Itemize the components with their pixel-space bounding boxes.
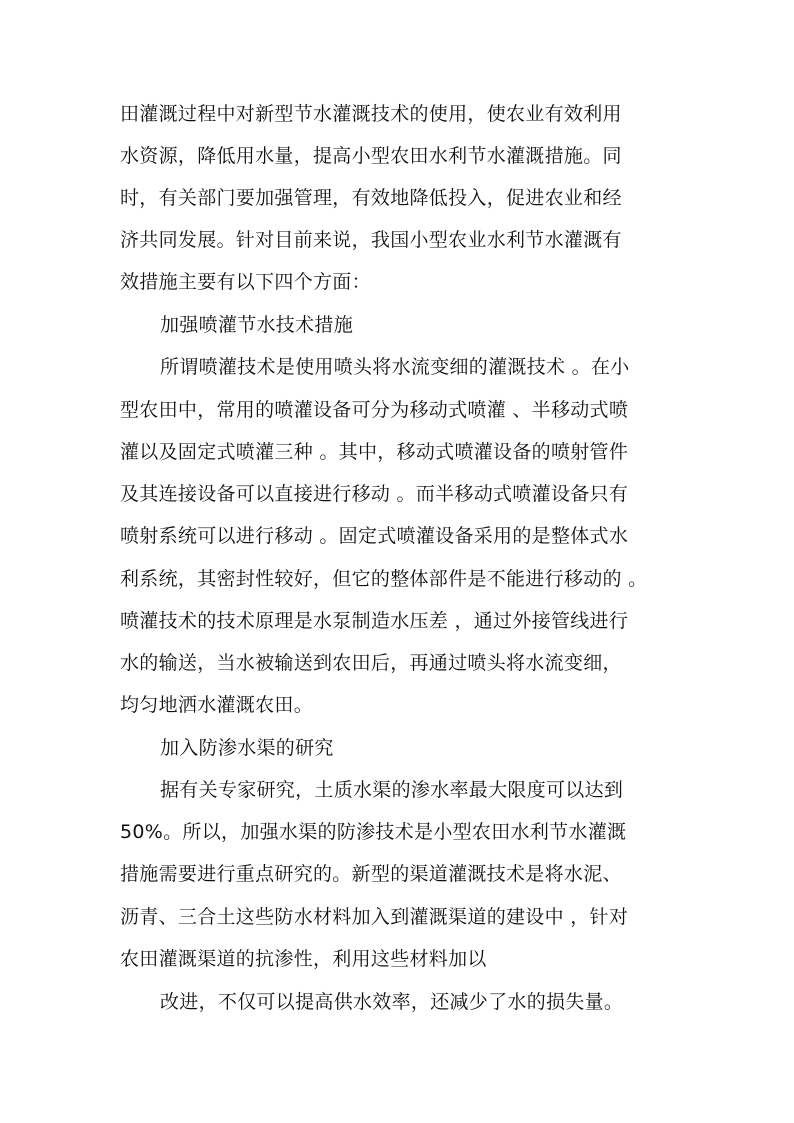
paragraph-line: 及其连接设备可以直接进行移动 。而半移动式喷灌设备只有 <box>120 483 629 505</box>
paragraph-line: 沥青、三合土这些防水材料加入到灌溉渠道的建设中 ，针对 <box>120 906 629 928</box>
paragraph-line: 水资源，降低用水量，提高小型农田水利节水灌溉措施。同 <box>120 145 622 167</box>
paragraph-line: 时，有关部门要加强管理，有效地降低投入，促进农业和经 <box>120 187 622 209</box>
paragraph-line: 改进，不仅可以提高供水效率，还减少了水的损失量。 <box>160 991 624 1013</box>
paragraph-line: 喷灌技术的技术原理是水泵制造水压差 ，通过外接管线进行 <box>120 610 629 632</box>
paragraph-line: 田灌溉过程中对新型节水灌溉技术的使用，使农业有效利用 <box>120 103 622 125</box>
paragraph-line: 效措施主要有以下四个方面： <box>120 271 371 293</box>
paragraph-line: 据有关专家研究，土质水渠的渗水率最大限度可以达到 <box>160 779 624 801</box>
paragraph-line: 50%。所以，加强水渠的防渗技术是小型农田水利节水灌溉 <box>120 821 627 843</box>
section-heading-seepage: 加入防渗水渠的研究 <box>160 737 334 759</box>
paragraph-line: 灌以及固定式喷灌三种 。其中，移动式喷灌设备的喷射管件 <box>120 441 629 463</box>
paragraph-line: 利系统，其密封性较好，但它的整体部件是不能进行移动的 。 <box>120 568 648 590</box>
paragraph-line: 均匀地洒水灌溉农田。 <box>120 694 314 716</box>
paragraph-line: 措施需要进行重点研究的。新型的渠道灌溉技术是将水泥、 <box>120 863 622 885</box>
paragraph-line: 所谓喷灌技术是使用喷头将水流变细的灌溉技术 。在小 <box>160 356 630 378</box>
section-heading-sprinkler: 加强喷灌节水技术措施 <box>160 314 354 336</box>
paragraph-line: 农田灌溉渠道的抗渗性，利用这些材料加以 <box>120 948 487 970</box>
paragraph-line: 喷射系统可以进行移动 。固定式喷灌设备采用的是整体式水 <box>120 525 629 547</box>
paragraph-line: 济共同发展。针对目前来说，我国小型农业水利节水灌溉有 <box>120 229 622 251</box>
paragraph-line: 型农田中，常用的喷灌设备可分为移动式喷灌 、半移动式喷 <box>120 399 629 421</box>
paragraph-line: 水的输送，当水被输送到农田后，再通过喷头将水流变细， <box>120 652 622 674</box>
